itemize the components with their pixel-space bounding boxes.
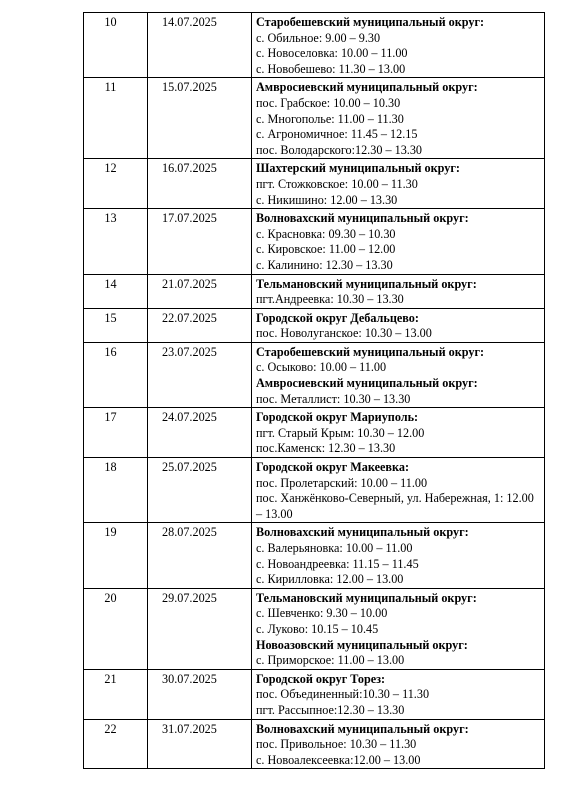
row-date: 24.07.2025 — [148, 408, 252, 458]
table-row — [84, 669, 545, 719]
location-time: пос. Грабское: 10.00 – 10.30 — [256, 95, 401, 110]
district-heading: Амвросиевский муниципальный округ: — [256, 376, 478, 391]
location-time: пгт. Рассыпное:12.30 – 13.30 — [256, 702, 405, 717]
row-date: 17.07.2025 — [148, 209, 252, 274]
table-row — [84, 308, 545, 342]
location-time: с. Новоалексеевка:12.00 – 13.00 — [256, 752, 421, 767]
district-heading: Городской округ Дебальцево: — [256, 310, 419, 325]
row-locations — [252, 78, 545, 159]
location-time: пгт. Старый Крым: 10.30 – 12.00 — [256, 425, 425, 440]
location-time: с. Калинино: 12.30 – 13.30 — [256, 257, 393, 272]
row-locations — [252, 209, 545, 274]
schedule-table — [83, 12, 545, 769]
row-locations — [252, 308, 545, 342]
table-row — [84, 342, 545, 407]
row-number: 14 — [84, 274, 148, 308]
row-locations — [252, 719, 545, 769]
location-time: с. Луково: 10.15 – 10.45 — [256, 621, 379, 636]
table-row — [84, 523, 545, 588]
row-number: 18 — [84, 458, 148, 523]
row-date: 25.07.2025 — [148, 458, 252, 523]
location-time: с. Кировское: 11.00 – 12.00 — [256, 242, 396, 257]
row-date: 23.07.2025 — [148, 342, 252, 407]
table-row — [84, 159, 545, 209]
location-time: пгт.Андреевка: 10.30 – 13.30 — [256, 292, 404, 307]
row-date: 31.07.2025 — [148, 719, 252, 769]
location-time: пос. Металлист: 10.30 – 13.30 — [256, 391, 411, 406]
location-time: пгт. Стожковское: 10.00 – 11.30 — [256, 176, 418, 191]
location-time: пос. Ханжёнково-Северный, ул. Набережная, 1: 12.00 – 13.00 — [256, 491, 534, 521]
location-time: с. Приморское: 11.00 – 13.00 — [256, 653, 405, 668]
location-time: пос.Каменск: 12.30 – 13.30 — [256, 441, 396, 456]
row-locations — [252, 669, 545, 719]
district-heading: Новоазовский муниципальный округ: — [256, 637, 468, 652]
row-number: 15 — [84, 308, 148, 342]
district-heading: Тельмановский муниципальный округ: — [256, 590, 477, 605]
location-time: с. Валерьяновка: 10.00 – 11.00 — [256, 541, 413, 555]
row-date: 29.07.2025 — [148, 588, 252, 669]
table-row — [84, 209, 545, 274]
row-number: 22 — [84, 719, 148, 769]
row-number: 13 — [84, 209, 148, 274]
row-locations — [252, 408, 545, 458]
row-number: 10 — [84, 13, 148, 78]
table-row — [84, 78, 545, 159]
row-locations — [252, 588, 545, 669]
row-date: 16.07.2025 — [148, 159, 252, 209]
location-time: пос. Пролетарский: 10.00 – 11.00 — [256, 475, 428, 490]
location-time: с. Красновка: 09.30 – 10.30 — [256, 226, 396, 241]
table-row — [84, 719, 545, 769]
row-locations — [252, 458, 545, 523]
location-time: пос. Объединенный:10.30 – 11.30 — [256, 687, 430, 702]
district-heading: Старобешевский муниципальный округ: — [256, 15, 485, 29]
schedule-table-body — [84, 13, 545, 769]
row-date: 21.07.2025 — [148, 274, 252, 308]
location-time: пос. Володарского:12.30 – 13.30 — [256, 142, 423, 157]
row-date: 22.07.2025 — [148, 308, 252, 342]
table-row — [84, 408, 545, 458]
row-date: 30.07.2025 — [148, 669, 252, 719]
district-heading: Шахтерский муниципальный округ: — [256, 161, 460, 176]
row-locations — [252, 13, 545, 78]
row-locations — [252, 523, 545, 588]
district-heading: Амвросиевский муниципальный округ: — [256, 80, 478, 95]
location-time: с. Новобешево: 11.30 – 13.00 — [256, 61, 406, 76]
district-heading: Тельмановский муниципальный округ: — [256, 276, 477, 291]
row-date: 28.07.2025 — [148, 523, 252, 588]
table-row — [84, 13, 545, 78]
row-number: 20 — [84, 588, 148, 669]
district-heading: Городской округ Торез: — [256, 671, 386, 686]
location-time: пос. Привольное: 10.30 – 11.30 — [256, 737, 417, 752]
location-time: пос. Новолуганское: 10.30 – 13.00 — [256, 326, 432, 341]
location-time: с. Новоандреевка: 11.15 – 11.45 — [256, 556, 419, 571]
row-locations — [252, 274, 545, 308]
row-locations — [252, 159, 545, 209]
district-heading: Волновахский муниципальный округ: — [256, 211, 469, 226]
location-time: с. Агрономичное: 11.45 – 12.15 — [256, 127, 418, 142]
district-heading: Волновахский муниципальный округ: — [256, 721, 469, 736]
district-heading: Старобешевский муниципальный округ: — [256, 344, 485, 359]
location-time: с. Многополье: 11.00 – 11.30 — [256, 111, 404, 126]
row-number: 11 — [84, 78, 148, 159]
table-row — [84, 588, 545, 669]
location-time: с. Новоселовка: 10.00 – 11.00 — [256, 46, 408, 61]
row-number: 16 — [84, 342, 148, 407]
row-number: 17 — [84, 408, 148, 458]
location-time: с. Никишино: 12.00 – 13.30 — [256, 192, 398, 207]
district-heading: Городской округ Макеевка: — [256, 460, 410, 475]
location-time: с. Кирилловка: 12.00 – 13.00 — [256, 572, 404, 587]
location-time: с. Шевченко: 9.30 – 10.00 — [256, 606, 388, 621]
row-locations — [252, 342, 545, 407]
district-heading: Городской округ Мариуполь: — [256, 410, 419, 425]
table-row — [84, 458, 545, 523]
location-time: с. Обильное: 9.00 – 9.30 — [256, 30, 381, 45]
location-time: с. Осыково: 10.00 – 11.00 — [256, 360, 387, 375]
table-row — [84, 274, 545, 308]
row-date: 15.07.2025 — [148, 78, 252, 159]
row-number: 12 — [84, 159, 148, 209]
row-number: 19 — [84, 523, 148, 588]
row-date: 14.07.2025 — [148, 13, 252, 78]
row-number: 21 — [84, 669, 148, 719]
district-heading: Волновахский муниципальный округ: — [256, 525, 469, 540]
